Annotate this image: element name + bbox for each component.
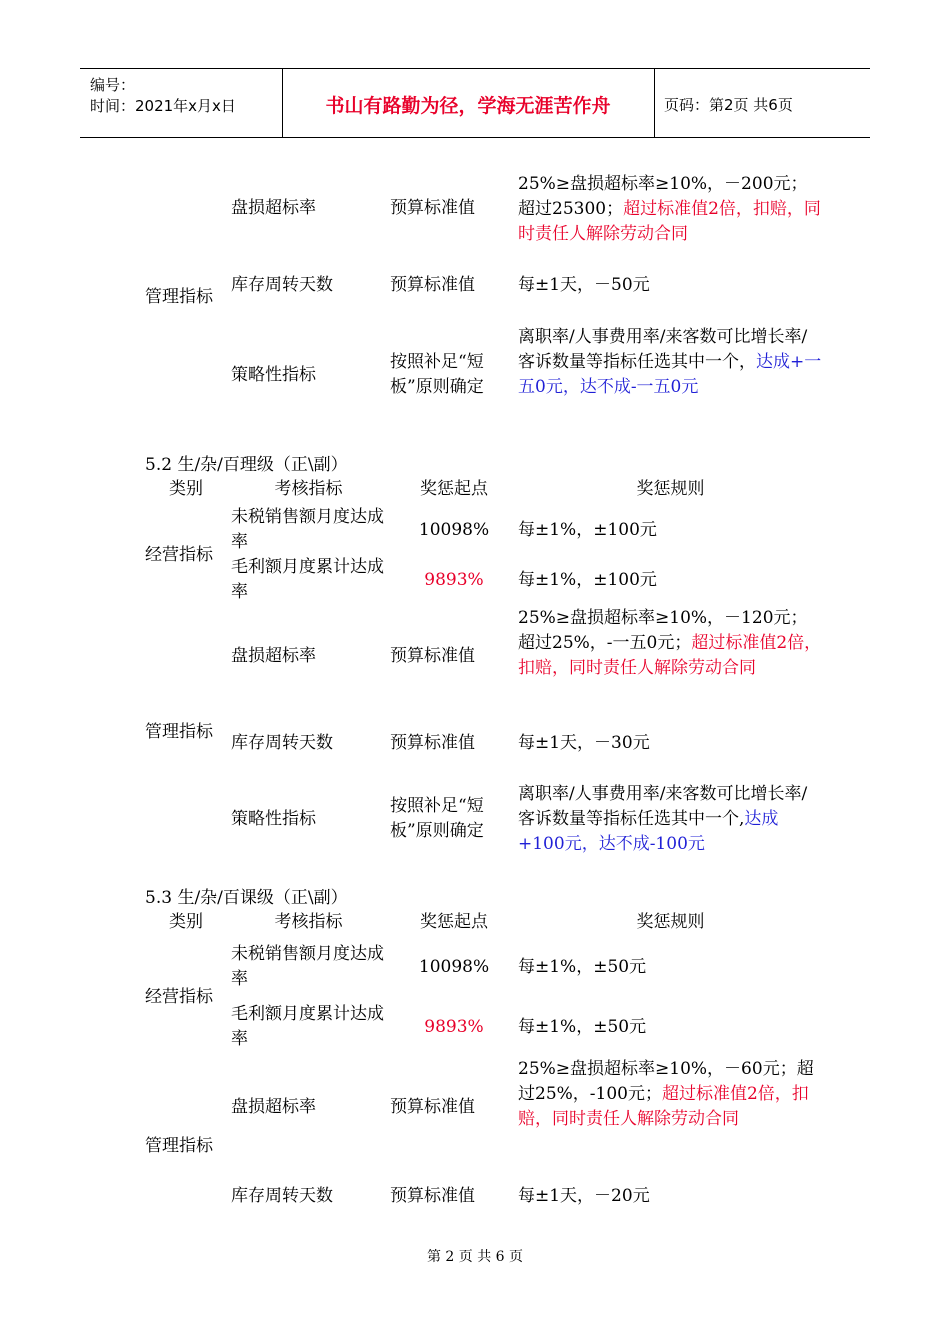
section-title: 5.3 生/杂/百课级（正\副） [145,888,348,908]
page-footer: 第 2 页 共 6 页 [426,1249,524,1265]
header-motto: 书山有路勤为径，学海无涯苦作舟 [325,95,611,117]
category-label: 经营指标 [145,545,213,565]
start-value: 预算标准值 [390,1186,475,1206]
metric-label: 毛利额月度累计达成率 [231,1004,384,1049]
column-header: 类别 [169,912,203,932]
column-header: 奖惩起点 [420,479,488,499]
column-header: 考核指标 [274,912,343,932]
rule-text: 25%≥盘损超标率≥10%，－200元；超过25300；超过标准值2倍，扣赔，同时责任人解除劳动合同 [518,174,821,244]
category-label: 管理指标 [145,287,213,307]
rule-text: 离职率/人事费用率/来客数可比增长率/客诉数量等指标任选其中一个，达成+一五0元，达不成-一五0元 [518,327,822,397]
rule-text: 每±1%，±100元 [518,570,657,590]
column-header: 考核指标 [274,479,343,499]
start-value: 9893% [424,570,484,590]
start-value: 按照补足“短板”原则确定 [390,352,484,397]
start-value: 预算标准值 [390,275,475,295]
section-title: 5.2 生/杂/百理级（正\副） [145,455,348,475]
rule-text: 每±1天，－30元 [518,733,650,753]
metric-label: 未税销售额月度达成率 [231,944,384,989]
start-value: 预算标准值 [390,1097,475,1117]
start-value: 按照补足“短板”原则确定 [390,796,484,841]
metric-label: 库存周转天数 [231,275,333,295]
start-value: 9893% [424,1017,484,1037]
metric-label: 毛利额月度累计达成率 [231,557,384,602]
rule-text: 25%≥盘损超标率≥10%，－120元；超过25%，-一五0元；超过标准值2倍，扣赔，同时责任人解除劳动合同 [518,608,822,678]
number-label: 编号： [90,76,136,94]
start-value: 10098% [418,520,490,540]
metric-label: 策略性指标 [231,809,316,829]
metric-label: 盘损超标率 [231,1097,316,1117]
metric-label: 库存周转天数 [231,733,333,753]
category-label: 管理指标 [145,1136,213,1156]
column-header: 奖惩规则 [636,479,705,499]
start-value: 预算标准值 [390,733,475,753]
metric-label: 盘损超标率 [231,646,316,666]
header-divider [654,69,655,137]
metric-label: 策略性指标 [231,365,316,385]
column-header: 奖惩起点 [420,912,488,932]
header-page-number: 页码：第2页 共6页 [664,96,793,114]
header-meta [90,75,236,117]
metric-label: 盘损超标率 [231,198,316,218]
rule-text: 每±1%，±50元 [518,1017,647,1037]
column-header: 奖惩规则 [636,912,705,932]
metric-label: 未税销售额月度达成率 [231,507,384,552]
rule-text: 每±1%，±100元 [518,520,657,540]
rule-text: 每±1%，±50元 [518,957,647,977]
rule-text: 离职率/人事费用率/来客数可比增长率/客诉数量等指标任选其中一个,达成+100元，达不成-100元 [518,784,808,854]
category-label: 经营指标 [145,987,213,1007]
start-value: 预算标准值 [390,198,475,218]
category-label: 管理指标 [145,722,213,742]
column-header: 类别 [169,479,203,499]
time-label: 时间：2021年x月x日 [90,97,236,115]
metric-label: 库存周转天数 [231,1186,333,1206]
rule-text: 每±1天，－50元 [518,275,650,295]
start-value: 预算标准值 [390,646,475,666]
rule-text: 25%≥盘损超标率≥10%，－60元；超过25%，-100元；超过标准值2倍，扣赔，同时责任人解除劳动合同 [518,1059,814,1129]
start-value: 10098% [418,957,490,977]
rule-text: 每±1天，－20元 [518,1186,650,1206]
page-header [80,68,870,138]
